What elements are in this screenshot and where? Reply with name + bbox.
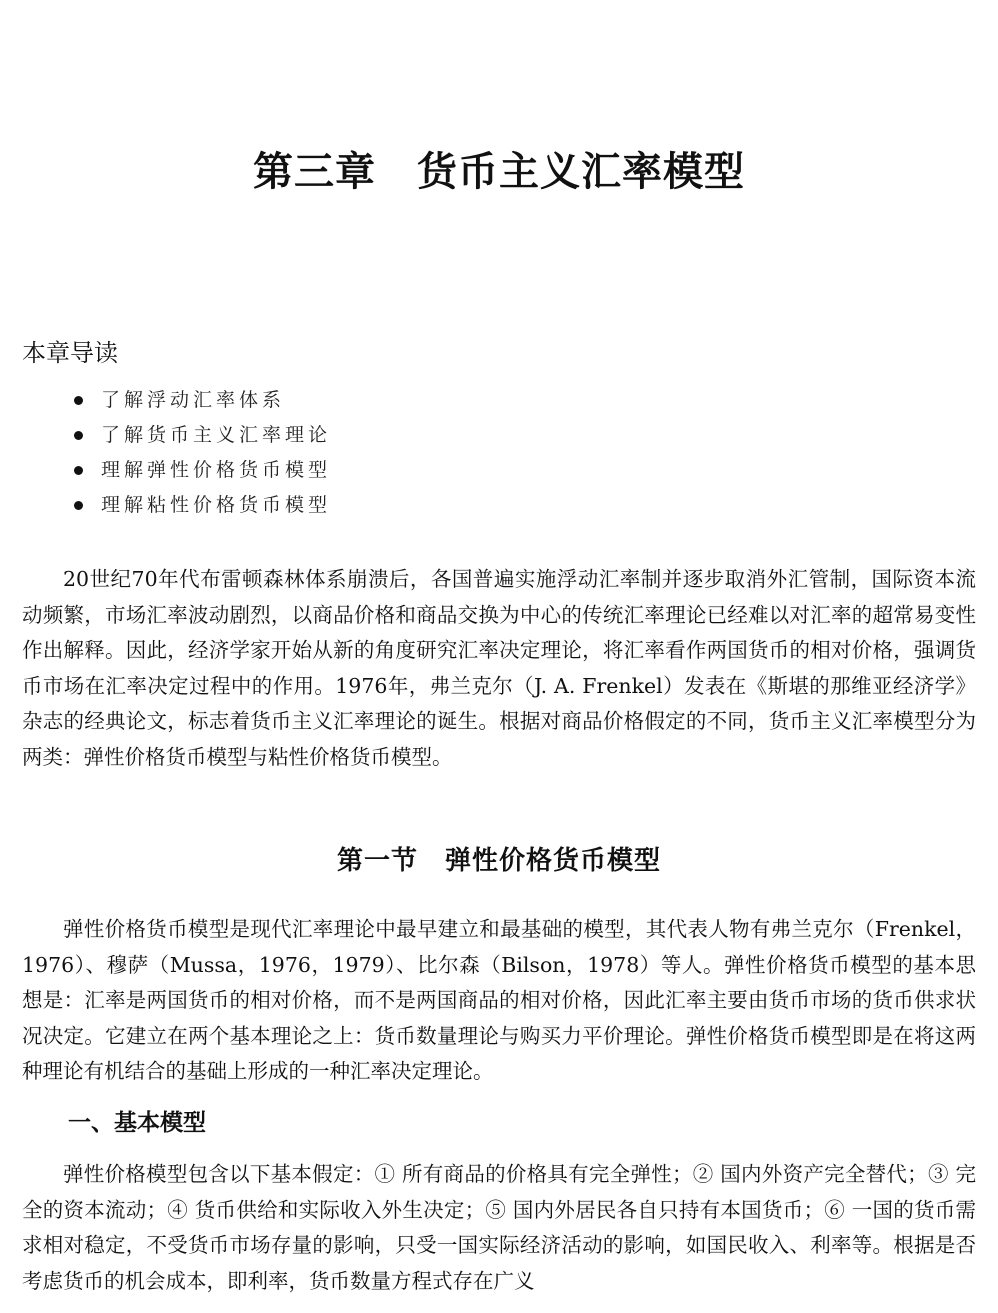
bullet-icon: [74, 501, 83, 510]
learning-objectives-list: [74, 383, 331, 523]
intro-paragraph: 20世纪70年代布雷顿森林体系崩溃后，各国普遍实施浮动汇率制并逐步取消外汇管制，国际资本流动频繁，市场汇率波动剧烈，以商品价格和商品交换为中心的传统汇率理论已经难以对汇率的超常易变性作出解释。因此，经济学家开始从新的角度研究汇率决定理论，将汇率看作两国货币的相对价格，强调货币市场在汇率决定过程中的作用。1976年，弗兰克尔（J. A. Frenkel）发表在《斯堪的那维亚经济学》杂志的经典论文，标志着货币主义汇率理论的诞生。根据对商品价格假定的不同，货币主义汇率模型分为两类：弹性价格货币模型与粘性价格货币模型。: [22, 567, 976, 769]
objective-text: 了解浮动汇率体系: [101, 389, 286, 411]
section-heading: 第一节 弹性价格货币模型: [336, 846, 661, 876]
list-item: [74, 488, 331, 523]
objective-text: 理解粘性价格货币模型: [101, 494, 332, 516]
bullet-icon: [74, 396, 83, 405]
section-paragraph: 弹性价格货币模型是现代汇率理论中最早建立和最基础的模型，其代表人物有弗兰克尔（Frenkel，1976）、穆萨（Mussa，1976，1979）、比尔森（Bilson，1978）等人。弹性价格货币模型的基本思想是：汇率是两国货币的相对价格，而不是两国商品的相对价格，因此汇率主要由货币市场的货币供求状况决定。它建立在两个基本理论之上：货币数量理论与购买力平价理论。弹性价格货币模型即是在将这两种理论有机结合的基础上形成的一种汇率决定理论。: [22, 917, 976, 1083]
objective-text: 了解货币主义汇率理论: [101, 424, 332, 446]
list-item: [74, 453, 331, 488]
objective-text: 理解弹性价格货币模型: [101, 459, 332, 481]
subsection-paragraph: 弹性价格模型包含以下基本假定：① 所有商品的价格具有完全弹性；② 国内外资产完全替代；③ 完全的资本流动；④ 货币供给和实际收入外生决定；⑤ 国内外居民各自只持有本国货币；⑥ 一国的货币需求相对稳定，不受货币市场存量的影响，只受一国实际经济活动的影响，如国民收入、利率等。根据是否考虑货币的机会成本，即利率，货币数量方程式存在广义: [22, 1162, 976, 1293]
bullet-icon: [74, 466, 83, 475]
list-item: [74, 383, 331, 418]
list-item: [74, 418, 331, 453]
chapter-title: 第三章 货币主义汇率模型: [253, 148, 745, 195]
chapter-guide-heading: 本章导读: [22, 339, 118, 367]
bullet-icon: [74, 431, 83, 440]
subsection-heading: 一、基本模型: [68, 1110, 206, 1136]
